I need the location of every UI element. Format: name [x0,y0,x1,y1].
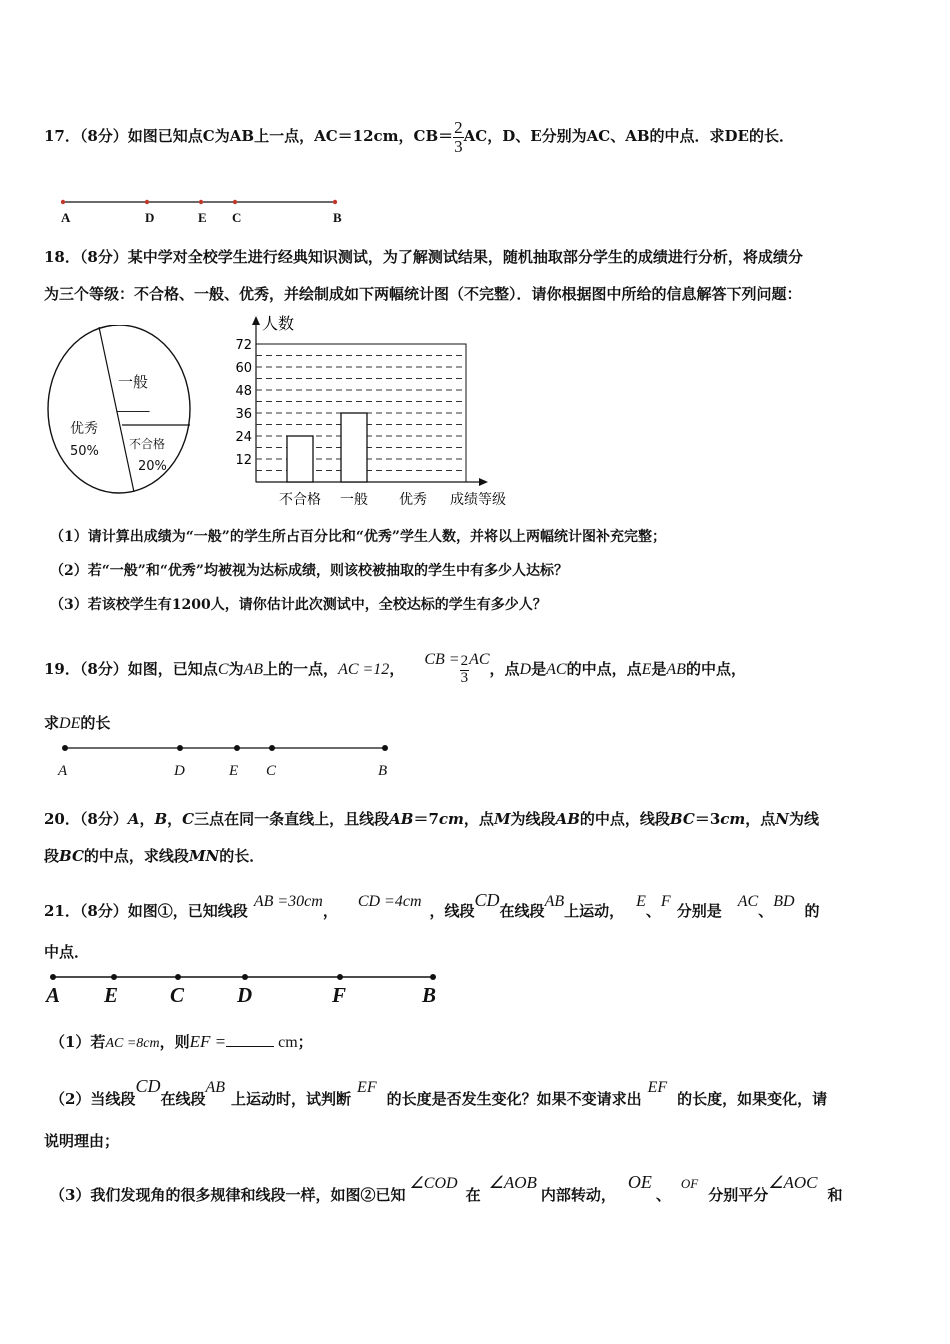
q18-line1: 18．（8分）某中学对全校学生进行经典知识测试，为了解测试结果，随机抽取部分学生的成绩进行分析，将成绩分 [44,248,803,266]
pie-blank-general: _____ [117,398,150,413]
y-tick-label: 12 [235,453,252,468]
bar-0 [287,436,313,482]
q21-point-f: F [332,983,347,1007]
q21-sub1: （1）若AC =8cm，则EF = cm； [50,1032,313,1051]
q19-point-b: B [378,763,388,779]
q18-sub3: （3）若该校学生有1200人，请你估计此次测试中，全校达标的学生有多少人？ [50,597,547,613]
y-tick-label: 60 [235,361,252,376]
q21-sub2-line2: 说明理由； [44,1132,120,1150]
x-axis-arrow-icon [479,478,488,486]
q19-point-e: E [229,763,239,779]
q17-point-a: A [61,210,71,225]
q17-point-d: D [145,210,155,225]
y-tick-label: 48 [235,384,252,399]
q21-point-d: D [237,983,253,1007]
y-tick-labels [235,338,252,468]
q19-segment-figure [58,741,398,755]
x-tick-labels [279,491,427,508]
q19-fraction: $\frac{2}{3}$ [460,652,469,686]
x-tick-label: 一般 [340,492,368,508]
pie-label-excellent: 优秀 [70,421,98,437]
q19-line1: 19．（8分）如图，已知点C为AB上的一点，AC =12，CB = $\frac{2}{3}$ AC，点D是AC的中点，点E是AB的中点， [44,651,746,686]
x-axis-label: 成绩等级 [450,492,506,508]
bar-chart [226,310,526,510]
pie-label-fail: 不合格 [129,437,166,451]
q20-line1: 20．（8分）A，B，C三点在同一条直线上，且线段AB＝7cm，点M为线段AB的中点，线段BC＝3cm，点N为线 [44,810,820,828]
q21-point-a: A [46,983,61,1007]
bar-1 [341,413,367,482]
y-tick-label: 24 [235,430,252,445]
q18-sub1: （1）请计算出成绩为“一般”的学生所占百分比和“优秀”学生人数，并将以上两幅统计图补充完整； [50,529,666,545]
q21-sub2-line1: （2）当线段CD在线段AB上运动时，试判断EF的长度是否发生变化？如果不变请求出EF的长度，如果变化，请 [50,1076,828,1108]
q17-prefix: 17．（8分）如图已知点C为AB上一点，AC＝12cm，CB＝ [44,127,454,145]
q21-line2: 中点． [44,943,90,961]
y-axis-arrow-icon [252,316,260,325]
y-axis-label: 人数 [262,314,295,333]
answer-blank [226,1046,274,1047]
q17-suffix: AC，D、E分别为AC、AB的中点．求DE的长． [463,127,794,145]
q17-point-c: C [232,210,242,225]
q21-point-b: B [422,983,437,1007]
q19-point-d: D [174,763,185,779]
x-tick-label: 不合格 [279,492,321,508]
q21-point-c: C [170,983,185,1007]
q17-segment-figure [55,196,355,208]
y-tick-label: 36 [235,407,252,422]
pie-label-general: 一般 [118,373,149,391]
q19-point-a: A [58,763,68,779]
q17-text [44,104,794,168]
q20-line2: 段BC的中点，求线段MN的长． [44,847,265,865]
x-tick-label: 优秀 [399,492,427,508]
q19-line2: 求DE的长 [44,714,111,732]
q17-fraction: $\frac{2}{3}$ [454,117,463,156]
q21-line1: 21．（8分）如图①，已知线段AB =30cm，CD =4cm，线段CD在线段AB上运动，E、F分别是AC、BD的 [44,890,820,920]
q19-point-c: C [266,763,277,779]
pie-pct-fail: 20% [138,459,167,474]
q21-sub3: （3）我们发现角的很多规律和线段一样，如图②已知∠COD在∠AOB内部转动，OE、OF分别平分∠AOC和 [50,1172,843,1204]
y-tick-label: 72 [235,338,252,353]
q17-point-e: E [198,210,207,225]
pie-pct-excellent: 50% [70,444,99,459]
q21-segment-figure [48,971,443,983]
q17-point-b: B [333,210,342,225]
q21-point-e: E [104,983,119,1007]
q18-sub2: （2）若“一般”和“优秀”均被视为达标成绩，则该校被抽取的学生中有多少人达标？ [50,563,568,579]
q18-line2: 为三个等级：不合格、一般、优秀，并绘制成如下两幅统计图（不完整）．请你根据图中所给的信息解答下列问题： [44,285,802,303]
